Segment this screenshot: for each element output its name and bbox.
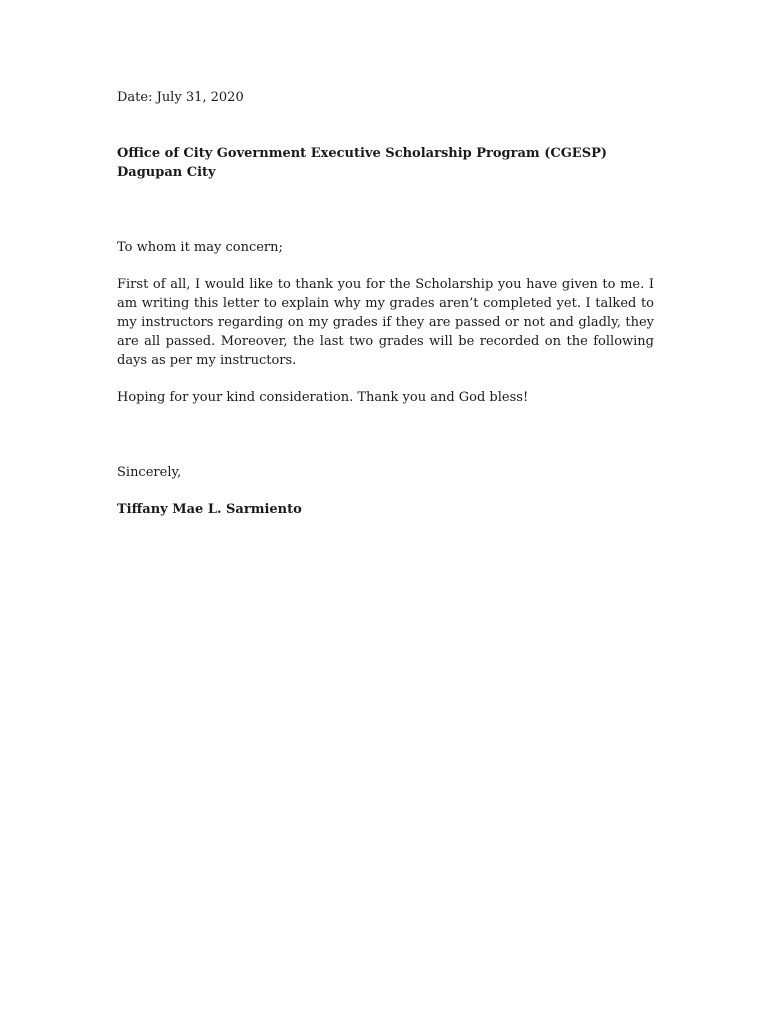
- signatory-name: Tiffany Mae L. Sarmiento: [117, 502, 302, 517]
- recipient-city: Dagupan City: [117, 165, 216, 180]
- recipient-block: [117, 144, 654, 182]
- sign-off: Sincerely,: [117, 465, 182, 480]
- recipient-office: Office of City Government Executive Scholarship Program (CGESP): [117, 146, 608, 161]
- closing-line: Hoping for your kind consideration. Thank you and God bless!: [117, 390, 529, 405]
- salutation: To whom it may concern;: [117, 240, 283, 255]
- letter: [117, 88, 654, 519]
- letter-date: Date: July 31, 2020: [117, 90, 244, 105]
- body-paragraph: First of all, I would like to thank you for the Scholarship you have given to me. I am writing this letter to explain why my grades aren’t completed yet. I talked to my instructors regarding on my grades if they are passed or not and gladly, they are all passed. Moreover, the last two grades will be recorded on the following days as per my instructors.: [117, 277, 654, 368]
